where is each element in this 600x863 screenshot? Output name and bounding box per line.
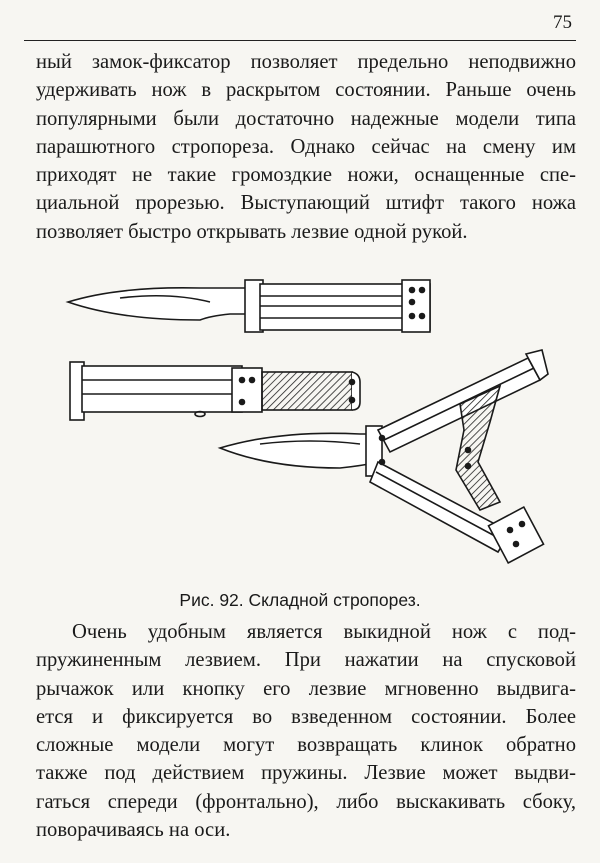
paragraph-1-line: позволяет быстро открывать лезвие одной рукой.: [36, 220, 468, 243]
paragraph-1-line: ный замок-фиксатор позволяет предельно неподвижно: [36, 51, 576, 73]
paragraph-2-line: ется и фиксируется во взведенном состоянии. Более: [36, 705, 576, 728]
knife-illustration: [60, 262, 560, 582]
header-rule: [24, 40, 576, 41]
paragraph-2-line: также под действием пружины. Лезвие может выдви-: [36, 762, 576, 785]
knife-closed-handle: [70, 362, 360, 420]
paragraph-2-line: гаться спереди (фронтально), либо выскакивать сбоку,: [36, 790, 576, 813]
paragraph-1-line: удерживать нож в раскрытом состоянии. Раньше очень: [36, 79, 576, 102]
paragraph-2-line: рычажок или кнопку его лезвие мгновенно выдвига-: [36, 677, 576, 700]
paragraph-1: [36, 48, 576, 246]
paragraph-1-line: циальной прорезью. Выступающий штифт такого ножа: [36, 192, 576, 215]
paragraph-2: [36, 618, 576, 844]
paragraph-2-line: сложные модели могут возвращать клинок обратно: [36, 734, 576, 757]
page-number: 75: [553, 12, 572, 33]
figure-folding-knives: [60, 262, 560, 582]
knife-open-horizontal: [68, 280, 430, 332]
paragraph-2-line: Очень удобным является выкидной нож с под-: [72, 621, 576, 643]
paragraph-1-line: популярными были достаточно надежные модели типа: [36, 107, 576, 130]
paragraph-1-line: приходят не такие громоздкие ножи, оснащенные спе-: [36, 164, 576, 187]
paragraph-1-line: парашютного стропореза. Однако сейчас на смену им: [36, 135, 576, 158]
paragraph-2-line: пружиненным лезвием. При нажатии на спусковой: [36, 649, 576, 672]
figure-caption: Рис. 92. Складной стропорез.: [179, 590, 421, 610]
paragraph-2-line: поворачиваясь на оси.: [36, 819, 231, 842]
